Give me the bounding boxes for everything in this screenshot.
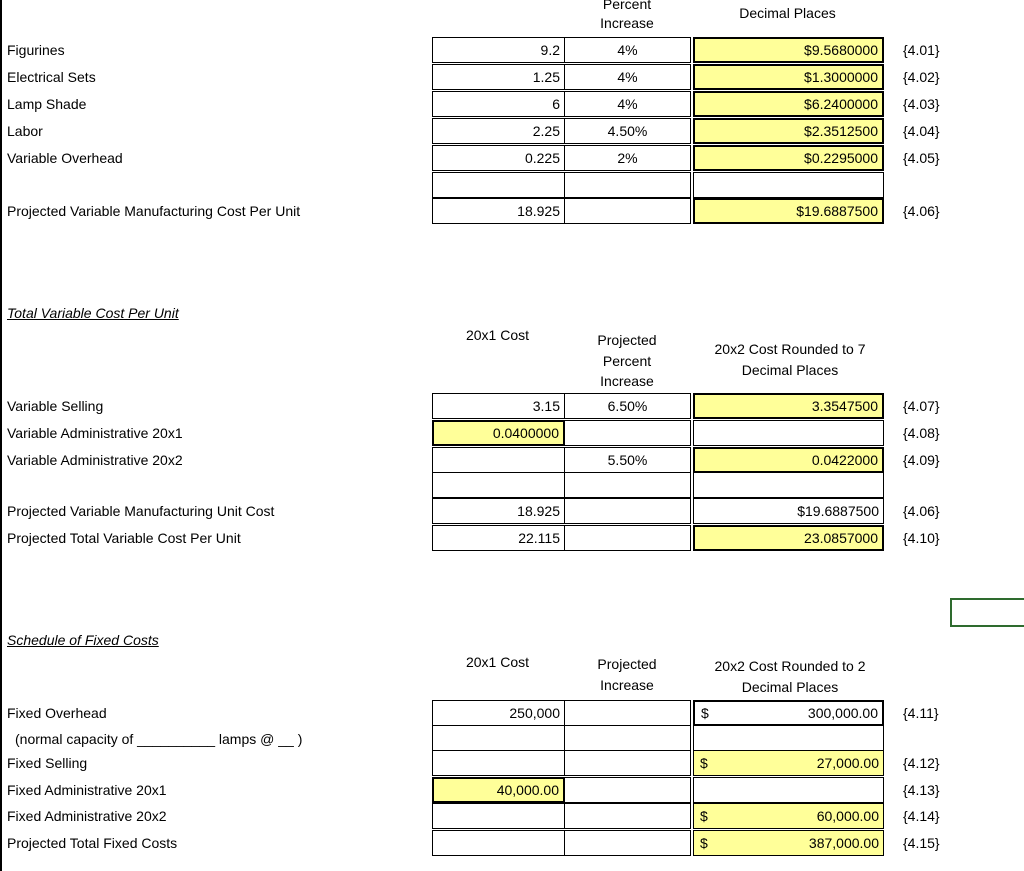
var-header-cost: 20x1 Cost	[465, 327, 530, 343]
row-label-fixed-overhead: Fixed Overhead	[7, 705, 107, 721]
ref-fixed-selling: {4.12}	[903, 755, 940, 771]
row-label: Electrical Sets	[7, 69, 96, 85]
cell-cost[interactable]: 6	[432, 91, 565, 117]
row-label-var-total: Projected Total Variable Cost Per Unit	[7, 530, 241, 546]
cell-pct[interactable]: 2%	[564, 145, 691, 171]
currency-symbol: $	[701, 705, 709, 721]
ref-var-mfg: {4.06}	[903, 503, 940, 519]
cell-fixed-total-proj[interactable]: $ 387,000.00	[693, 830, 884, 856]
cell-var-selling-cost[interactable]: 3.15	[432, 393, 565, 419]
col-header-decimal-places: Decimal Places	[739, 5, 836, 21]
ref-fixed-admin1: {4.13}	[903, 782, 940, 798]
fixed-header-pct: Projected Increase	[597, 656, 657, 693]
cell-var-admin2-pct[interactable]: 5.50%	[564, 447, 691, 473]
col-header-increase: Increase	[600, 15, 654, 31]
cell-var-blank-pct[interactable]	[564, 472, 691, 498]
cell-var-admin1-cost[interactable]: 0.0400000	[432, 420, 565, 446]
ref-code: {4.01}	[903, 42, 940, 58]
cell-fixed-selling-cost[interactable]	[432, 750, 565, 776]
cell-var-selling-pct[interactable]: 6.50%	[564, 393, 691, 419]
row-label: Labor	[7, 123, 43, 139]
cell-var-mfg-pct[interactable]	[564, 498, 691, 524]
cell-var-selling-proj[interactable]: 3.3547500	[693, 393, 884, 419]
cell-cost[interactable]: 0.225	[432, 145, 565, 171]
ref-var-selling: {4.07}	[903, 398, 940, 414]
row-label-fixed-selling: Fixed Selling	[7, 755, 88, 771]
row-label-fixed-admin-20x2: Fixed Administrative 20x2	[7, 808, 167, 824]
cell-mfg-total-proj[interactable]: $19.6887500	[693, 198, 884, 224]
cell-fixed-selling-pct[interactable]	[564, 750, 691, 776]
var-header-proj: 20x2 Cost Rounded to 7 Decimal Places	[714, 341, 866, 378]
cell-var-total-cost[interactable]: 22.115	[432, 525, 565, 551]
cell-var-blank-proj[interactable]	[693, 472, 884, 498]
cell-cost[interactable]: 9.2	[432, 37, 565, 63]
cell-mfg-blank-proj[interactable]	[693, 172, 884, 198]
cell-var-admin2-proj[interactable]: 0.0422000	[693, 447, 884, 473]
cell-pct[interactable]: 4%	[564, 37, 691, 63]
cell-fixed-admin2-cost[interactable]	[432, 803, 565, 829]
cell-fixed-total-pct[interactable]	[564, 830, 691, 856]
ref-mfg-total: {4.06}	[903, 203, 940, 219]
cell-pct[interactable]: 4.50%	[564, 118, 691, 144]
row-label-fixed-admin-20x1: Fixed Administrative 20x1	[7, 782, 167, 798]
fixed-header-cost: 20x1 Cost	[465, 654, 530, 670]
cell-fixed-admin2-proj[interactable]: $ 60,000.00	[693, 803, 884, 829]
cell-fixed-overhead-proj[interactable]: $ 300,000.00	[693, 700, 884, 726]
cell-proj[interactable]: $9.5680000	[693, 37, 884, 63]
cell-fixed-admin2-pct[interactable]	[564, 803, 691, 829]
row-label-var-admin-20x1: Variable Administrative 20x1	[7, 425, 183, 441]
cell-cost[interactable]: 1.25	[432, 64, 565, 90]
ref-fixed-admin2: {4.14}	[903, 808, 940, 824]
cell-cost[interactable]: 2.25	[432, 118, 565, 144]
cell-proj[interactable]: $2.3512500	[693, 118, 884, 144]
section-title-variable: Total Variable Cost Per Unit	[7, 305, 179, 321]
cell-mfg-total-cost[interactable]: 18.925	[432, 198, 565, 224]
ref-code: {4.05}	[903, 150, 940, 166]
cell-mfg-total-pct[interactable]	[564, 198, 691, 224]
cell-pct[interactable]: 4%	[564, 91, 691, 117]
cell-fixed-overhead-pct[interactable]	[564, 700, 691, 726]
selected-cell[interactable]	[950, 598, 1024, 627]
var-header-pct: Projected Percent Increase	[597, 332, 657, 389]
ref-var-admin1: {4.08}	[903, 425, 940, 441]
cell-pct[interactable]: 4%	[564, 64, 691, 90]
cell-var-mfg-proj[interactable]: $19.6887500	[693, 498, 884, 524]
cell-fixed-admin1-cost[interactable]: 40,000.00	[432, 777, 565, 803]
cell-capacity-cost[interactable]	[432, 725, 565, 751]
row-label-var-admin-20x2: Variable Administrative 20x2	[7, 452, 183, 468]
cell-proj[interactable]: $1.3000000	[693, 64, 884, 90]
cell-capacity-proj[interactable]	[693, 725, 884, 751]
ref-fixed-total: {4.15}	[903, 835, 940, 851]
row-label-var-mfg: Projected Variable Manufacturing Unit Cost	[7, 503, 275, 519]
ref-fixed-overhead: {4.11}	[903, 705, 939, 721]
ref-code: {4.04}	[903, 123, 940, 139]
cell-var-mfg-cost[interactable]: 18.925	[432, 498, 565, 524]
currency-symbol: $	[700, 835, 708, 851]
row-label: Variable Overhead	[7, 150, 123, 166]
cell-mfg-blank-cost[interactable]	[432, 172, 565, 198]
row-label-fixed-total: Projected Total Fixed Costs	[7, 835, 178, 851]
cell-var-blank-cost[interactable]	[432, 472, 565, 498]
row-label: Figurines	[7, 42, 65, 58]
cell-proj[interactable]: $6.2400000	[693, 91, 884, 117]
cell-fixed-total-cost[interactable]	[432, 830, 565, 856]
cell-fixed-selling-proj[interactable]: $ 27,000.00	[693, 750, 884, 776]
ref-code: {4.02}	[903, 69, 940, 85]
ref-var-total: {4.10}	[903, 530, 940, 546]
section-title-fixed: Schedule of Fixed Costs	[7, 632, 159, 648]
currency-symbol: $	[700, 808, 708, 824]
cell-var-admin2-cost[interactable]	[432, 447, 565, 473]
cell-capacity-pct[interactable]	[564, 725, 691, 751]
col-header-percent: Percent	[602, 0, 652, 12]
cell-proj[interactable]: $0.2295000	[693, 145, 884, 171]
ref-var-admin2: {4.09}	[903, 452, 940, 468]
cell-var-admin1-pct[interactable]	[564, 420, 691, 446]
cell-fixed-admin1-proj[interactable]	[693, 777, 884, 803]
cell-var-total-proj[interactable]: 23.0857000	[693, 525, 884, 551]
row-label-mfg-total: Projected Variable Manufacturing Cost Per Unit	[7, 203, 301, 219]
cell-var-admin1-proj[interactable]	[693, 420, 884, 446]
ref-code: {4.03}	[903, 96, 940, 112]
cell-var-total-pct[interactable]	[564, 525, 691, 551]
cell-mfg-blank-pct[interactable]	[564, 172, 691, 198]
currency-symbol: $	[700, 755, 708, 771]
row-label-normal-capacity: (normal capacity of __________ lamps @ __ )	[15, 731, 303, 747]
sheet-left-border	[0, 0, 2, 871]
fixed-header-proj: 20x2 Cost Rounded to 2 Decimal Places	[714, 658, 866, 695]
cell-fixed-overhead-cost[interactable]: 250,000	[432, 700, 565, 726]
row-label-var-selling: Variable Selling	[7, 398, 104, 414]
cell-fixed-admin1-pct[interactable]	[564, 777, 691, 803]
row-label: Lamp Shade	[7, 96, 87, 112]
